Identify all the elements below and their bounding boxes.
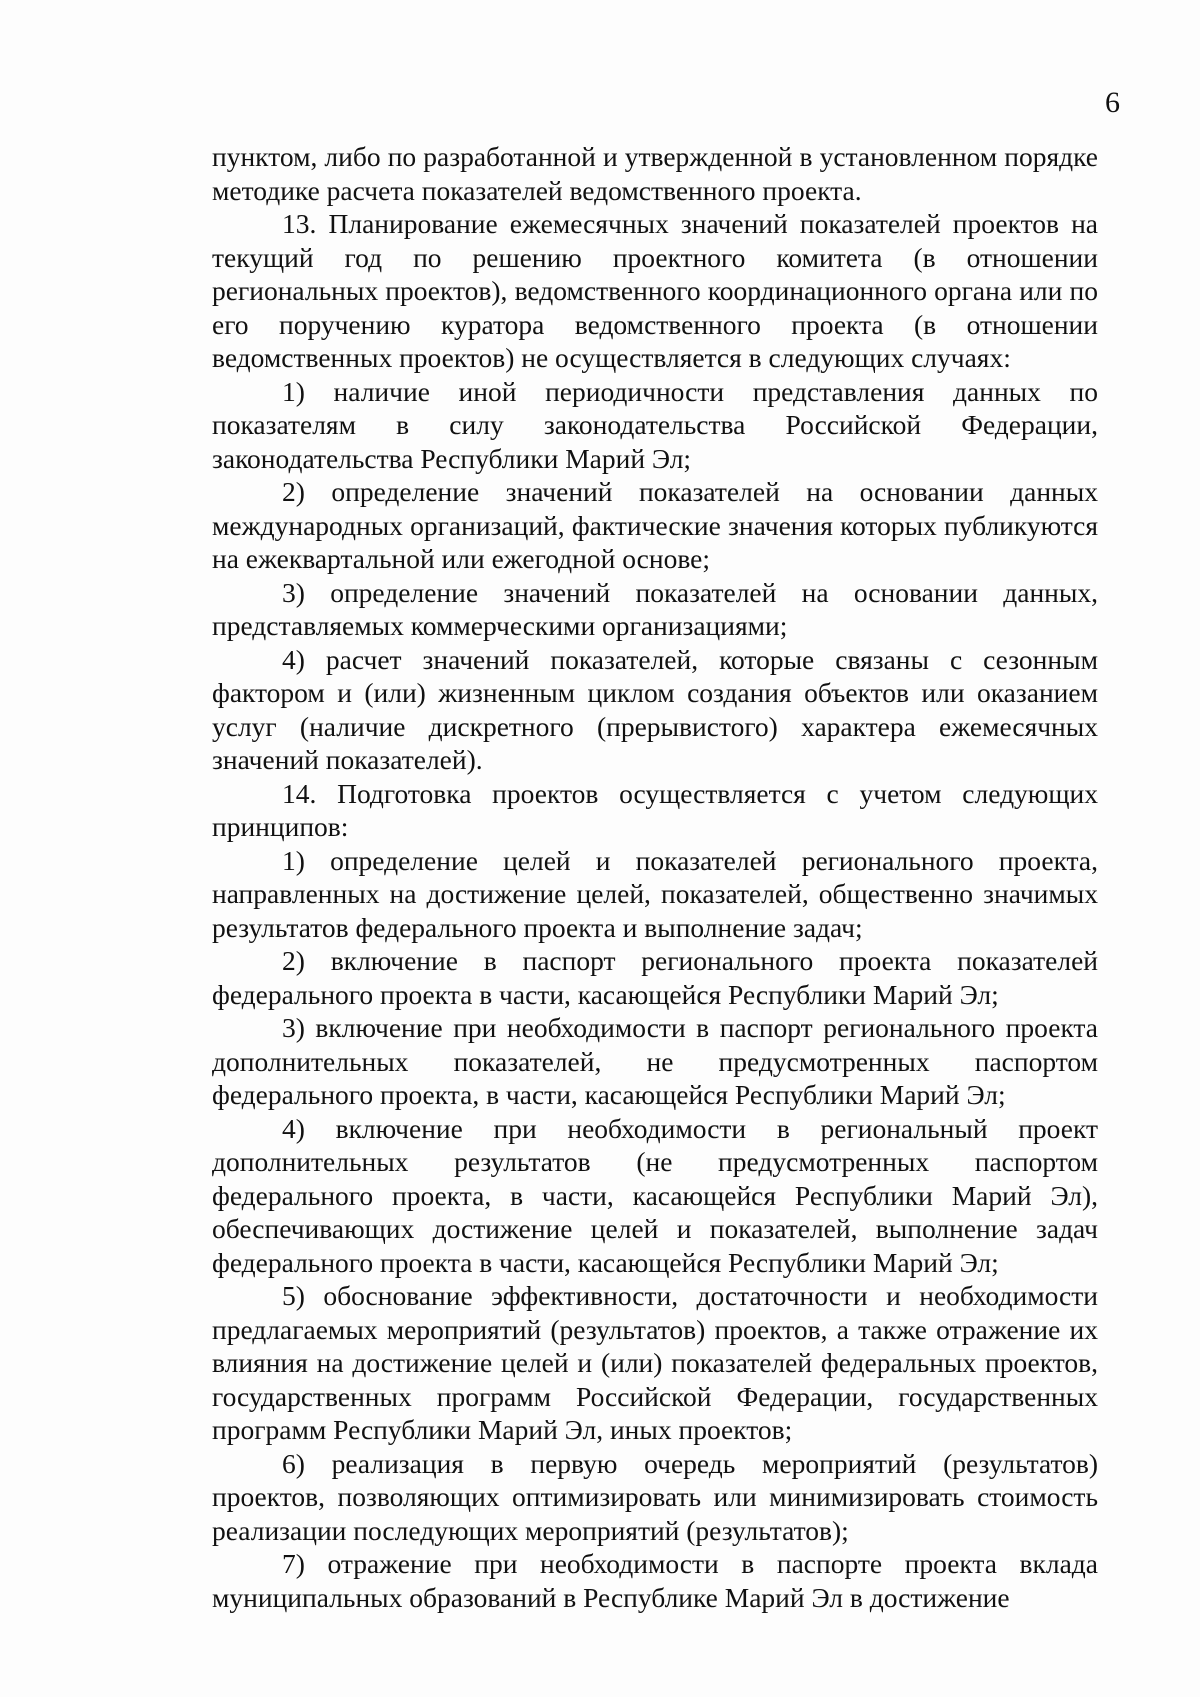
list-item-14-1: 1) определение целей и показателей регионального проекта, направленных на достижение целей, показателей, общественно значимых результатов федерального проекта и выполнение задач; <box>212 844 1098 943</box>
list-item-13-4: 4) расчет значений показателей, которые связаны с сезонным фактором и (или) жизненным циклом создания объектов или оказанием услуг (наличие дискретного (прерывистого) характера ежемесячных значений показателей). <box>212 643 1098 775</box>
list-item-14-5: 5) обоснование эффективности, достаточности и необходимости предлагаемых мероприятий (результатов) проектов, а также отражение их влияния на достижение целей и (или) показателей федеральных проектов, государственных программ Российской Федерации, государственных программ Республики Марий Эл, иных проектов; <box>212 1280 1098 1445</box>
list-item-13-1: 1) наличие иной периодичности представления данных по показателям в силу законодательства Российской Федерации, законодательства Республики Марий Эл; <box>212 375 1098 474</box>
list-item-13-2: 2) определение значений показателей на основании данных международных организаций, фактические значения которых публикуются на ежеквартальной или ежегодной основе; <box>212 476 1098 574</box>
list-item-14-2: 2) включение в паспорт регионального проекта показателей федерального проекта в части, касающейся Республики Марий Эл; <box>212 945 1098 1010</box>
list-item-14-7: 7) отражение при необходимости в паспорте проекта вклада муниципальных образований в Республике Марий Эл в достижение <box>212 1548 1098 1613</box>
list-item-14-4: 4) включение при необходимости в региональный проект дополнительных результатов (не предусмотренных паспортом федерального проекта, в части, касающейся Республики Марий Эл), обеспечивающих достижение целей и показателей, выполнение задач федерального проекта в части, касающейся Республики Марий Эл; <box>212 1112 1098 1278</box>
paragraph-clause-13: 13. Планирование ежемесячных значений показателей проектов на текущий год по решению проектного комитета (в отношении региональных проектов), ведомственного координационного органа или по его поручению куратора ведомственного проекта (в отношении ведомственных проектов) не осуществляется в следующих случаях: <box>212 208 1098 373</box>
list-item-13-3: 3) определение значений показателей на основании данных, представляемых коммерческими организациями; <box>212 576 1098 641</box>
list-item-14-6: 6) реализация в первую очередь мероприятий (результатов) проектов, позволяющих оптимизировать или минимизировать стоимость реализации последующих мероприятий (результатов); <box>212 1447 1098 1546</box>
document-body <box>212 140 1098 1614</box>
list-item-14-3: 3) включение при необходимости в паспорт регионального проекта дополнительных показателей, не предусмотренных паспортом федерального проекта, в части, касающейся Республики Марий Эл; <box>212 1012 1098 1110</box>
paragraph-clause-14: 14. Подготовка проектов осуществляется с учетом следующих принципов: <box>212 777 1098 842</box>
paragraph-continuation: пунктом, либо по разработанной и утвержденной в установленном порядке методике расчета показателей ведомственного проекта. <box>212 141 1098 206</box>
page-number: 6 <box>1105 86 1120 119</box>
